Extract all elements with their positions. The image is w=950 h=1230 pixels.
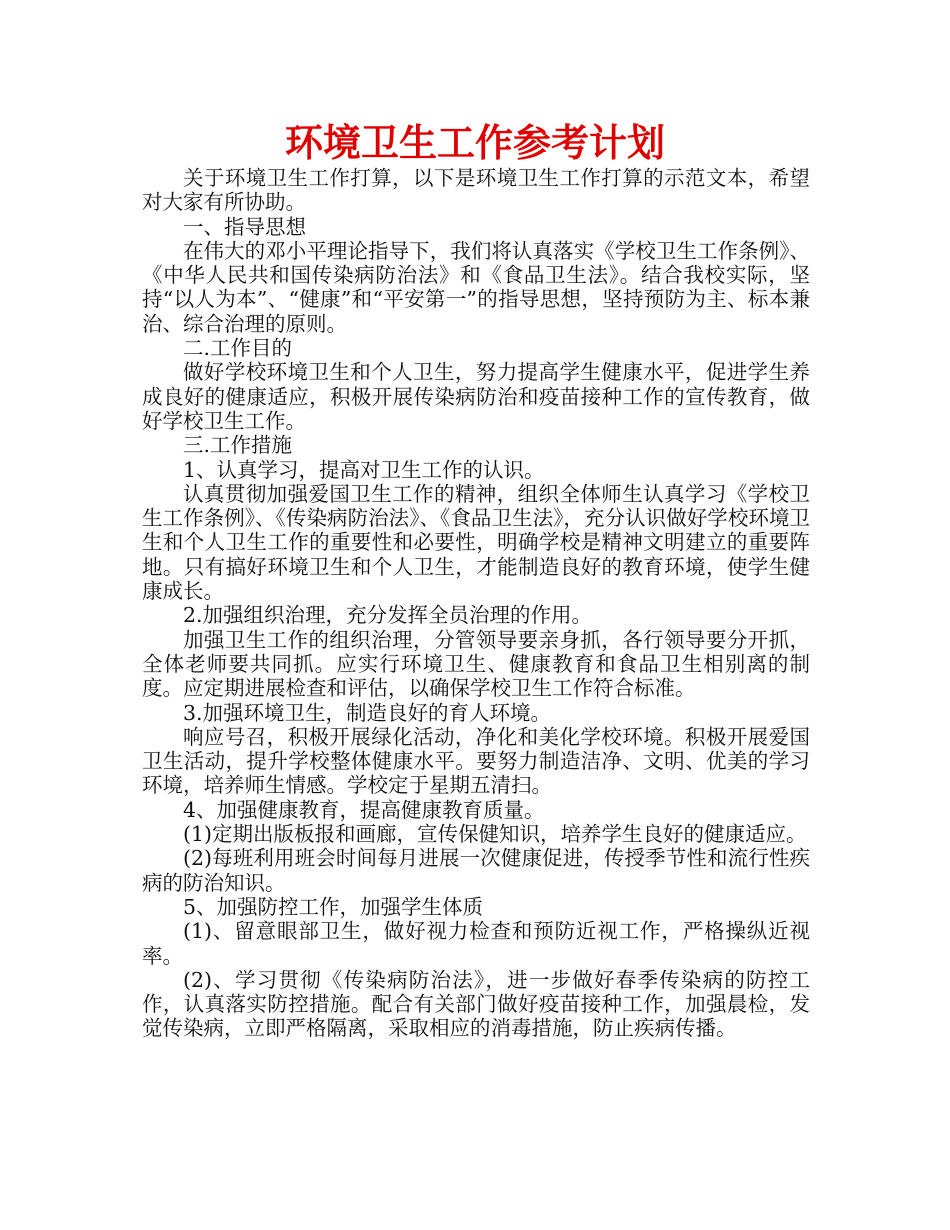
- document-title: 环境卫生工作参考计划: [284, 121, 665, 165]
- body-paragraph: 做好学校环境卫生和个人卫生，努力提高学生健康水平，促进学生养成良好的健康适应，积极开展传染病防治和疫苗接种工作的宣传教育，做好学校卫生工作。: [142, 360, 810, 433]
- body-paragraph: 在伟大的邓小平理论指导下，我们将认真落实《学校卫生工作条例》、《中华人民共和国传染病防治法》和《食品卫生法》。结合我校实际，坚持“以人为本”、“健康”和“平安第一”的指导思想，坚持预防为主、标本兼治、综合治理的原则。: [142, 238, 810, 336]
- subsection-heading: 3.加强环境卫生，制造良好的育人环境。: [183, 700, 552, 725]
- body-paragraph: 响应号召，积极开展绿化活动，净化和美化学校环境。积极开展爱国卫生活动，提升学校整体健康水平。要努力制造洁净、文明、优美的学习环境，培养师生情感。学校定于星期五清扫。: [142, 724, 810, 798]
- body-paragraph: 认真贯彻加强爱国卫生工作的精神，组织全体师生认真学习《学校卫生工作条例》、《传染病防治法》、《食品卫生法》，充分认识做好学校环境卫生和个人卫生工作的重要性和必要性，明确学校是精神文明建立的重要阵地。只有搞好环境卫生和个人卫生，才能制造良好的教育环境，使学生健康成长。: [142, 481, 810, 604]
- intro-paragraph: 关于环境卫生工作打算，以下是环境卫生工作打算的示范文本，希望对大家有所协助。: [142, 166, 810, 215]
- subsection-heading: 2.加强组织治理，充分发挥全员治理的作用。: [183, 603, 593, 628]
- subsection-heading: 5、加强防控工作，加强学生体质: [183, 894, 484, 919]
- section-heading: 一、指导思想: [183, 214, 306, 239]
- subsection-heading: 1、认真学习，提高对卫生工作的认识。: [183, 457, 545, 482]
- section-heading: 二.工作目的: [183, 336, 293, 361]
- list-item: (2)每班利用班会时间每月进展一次健康促进，传授季节性和流行性疾病的防治知识。: [142, 846, 810, 895]
- list-item: (2)、学习贯彻《传染病防治法》，进一步做好春季传染病的防控工作，认真落实防控措施。配合有关部门做好疫苗接种工作，加强晨检，发觉传染病，立即严格隔离，采取相应的消毒措施，防止疾病传播。: [142, 967, 810, 1041]
- document-body: [142, 166, 810, 1041]
- list-item: (1)定期出版板报和画廊，宣传保健知识，培养学生良好的健康适应。: [183, 822, 807, 847]
- list-item: (1)、留意眼部卫生，做好视力检查和预防近视工作，严格操纵近视率。: [142, 919, 810, 968]
- section-heading: 三.工作措施: [183, 433, 293, 458]
- subsection-heading: 4、加强健康教育，提高健康教育质量。: [183, 797, 545, 822]
- body-paragraph: 加强卫生工作的组织治理，分管领导要亲身抓，各行领导要分开抓，全体老师要共同抓。应实行环境卫生、健康教育和食品卫生相别离的制度。应定期进展检查和评估，以确保学校卫生工作符合标准。: [142, 627, 810, 701]
